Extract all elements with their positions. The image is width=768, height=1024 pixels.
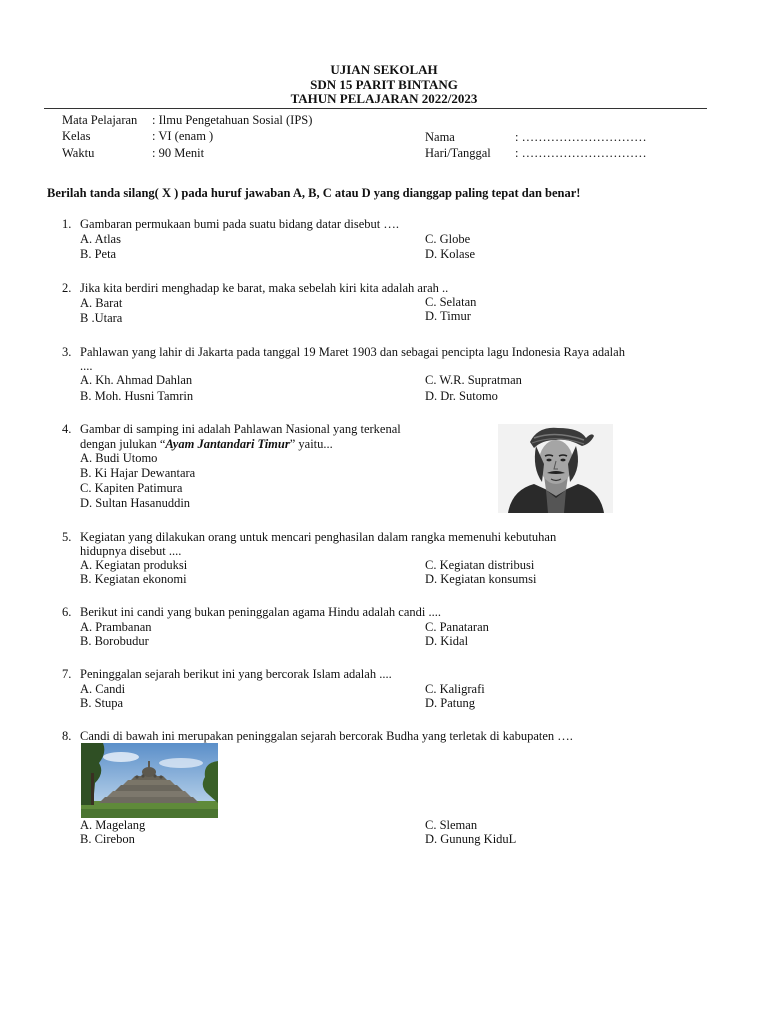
option-d[interactable]: D. Gunung KiduL	[425, 832, 517, 846]
option-a[interactable]: A. Atlas	[80, 232, 121, 246]
header-school: SDN 15 PARIT BINTANG	[310, 76, 458, 92]
hari-field[interactable]: : …………………………	[515, 146, 647, 160]
option-c[interactable]: C. Kegiatan distribusi	[425, 558, 535, 572]
nama-label: Nama	[425, 130, 455, 144]
question-number: 3.	[62, 345, 72, 359]
question-text: Candi di bawah ini merupakan peninggalan sejarah bercorak Budha yang terletak di kabupaten ….	[80, 729, 573, 743]
question-text: Gambar di samping ini adalah Pahlawan Nasional yang terkenal	[80, 422, 401, 436]
option-d[interactable]: D. Timur	[425, 309, 471, 323]
question-number: 7.	[62, 667, 72, 681]
option-b[interactable]: B. Ki Hajar Dewantara	[80, 466, 196, 480]
question-text: Berikut ini candi yang bukan peninggalan agama Hindu adalah candi ....	[80, 605, 441, 619]
question-text-cont: ....	[80, 359, 93, 373]
option-b[interactable]: B. Kegiatan ekonomi	[80, 572, 187, 586]
question-text-cont	[80, 437, 333, 452]
option-b[interactable]: B. Stupa	[80, 696, 124, 710]
option-d[interactable]: D. Kegiatan konsumsi	[425, 572, 537, 586]
question-text-cont: hidupnya disebut ....	[80, 544, 182, 558]
waktu-value: : 90 Menit	[152, 146, 205, 160]
option-b[interactable]: B. Moh. Husni Tamrin	[80, 389, 194, 403]
hari-label: Hari/Tanggal	[425, 146, 491, 160]
question-number: 6.	[62, 605, 72, 619]
option-d[interactable]: D. Dr. Sutomo	[425, 389, 498, 403]
header-title: UJIAN SEKOLAH	[330, 62, 438, 77]
option-b[interactable]: B .Utara	[80, 311, 123, 325]
exam-header	[0, 63, 768, 107]
question-text: Peninggalan sejarah berikut ini yang bercorak Islam adalah ....	[80, 667, 392, 681]
question-number: 5.	[62, 530, 72, 544]
text-pre: dengan julukan “	[80, 437, 166, 451]
instruction-text: Berilah tanda silang( X ) pada huruf jawaban A, B, C atau D yang dianggap paling tepat dan benar!	[47, 186, 581, 200]
question-text: Gambaran permukaan bumi pada suatu bidang datar disebut ….	[80, 217, 400, 231]
option-d[interactable]: D. Kidal	[425, 634, 469, 648]
option-b[interactable]: B. Borobudur	[80, 634, 149, 648]
option-a[interactable]: A. Prambanan	[80, 620, 152, 634]
option-a[interactable]: A. Kh. Ahmad Dahlan	[80, 373, 193, 387]
kelas-label: Kelas	[62, 129, 91, 143]
option-a[interactable]: A. Barat	[80, 296, 123, 310]
option-a[interactable]: A. Budi Utomo	[80, 451, 158, 465]
option-b[interactable]: B. Peta	[80, 247, 117, 261]
mapel-label: Mata Pelajaran	[62, 113, 138, 127]
waktu-label: Waktu	[62, 146, 95, 160]
nama-field[interactable]: : …………………………	[515, 130, 647, 144]
option-c[interactable]: C. Sleman	[425, 818, 478, 832]
option-c[interactable]: C. Kaligrafi	[425, 682, 485, 696]
question-number: 4.	[62, 422, 72, 436]
question-number: 8.	[62, 729, 72, 743]
option-a[interactable]: A. Candi	[80, 682, 126, 696]
nickname-emphasis: Ayam Jantandari Timur	[165, 437, 290, 451]
kelas-value: : VI (enam )	[152, 129, 214, 143]
hero-portrait-image	[498, 424, 613, 513]
option-c[interactable]: C. Panataran	[425, 620, 489, 634]
question-text: Kegiatan yang dilakukan orang untuk mencari penghasilan dalam rangka memenuhi kebutuhan	[80, 530, 557, 544]
text-post: ” yaitu...	[289, 437, 333, 451]
question-text: Jika kita berdiri menghadap ke barat, maka sebelah kiri kita adalah arah ..	[80, 281, 449, 295]
option-c[interactable]: C. W.R. Supratman	[425, 373, 522, 387]
option-b[interactable]: B. Cirebon	[80, 832, 135, 846]
header-divider	[44, 108, 707, 109]
option-a[interactable]: A. Kegiatan produksi	[80, 558, 188, 572]
mapel-value: : Ilmu Pengetahuan Sosial (IPS)	[152, 113, 313, 127]
question-number: 1.	[62, 217, 72, 231]
option-d[interactable]: D. Sultan Hasanuddin	[80, 496, 191, 510]
option-c[interactable]: C. Kapiten Patimura	[80, 481, 183, 495]
option-c[interactable]: C. Selatan	[425, 295, 477, 309]
option-a[interactable]: A. Magelang	[80, 818, 146, 832]
option-d[interactable]: D. Patung	[425, 696, 475, 710]
question-text: Pahlawan yang lahir di Jakarta pada tanggal 19 Maret 1903 dan sebagai pencipta lagu Indonesia Raya adalah	[80, 345, 625, 359]
temple-photo-image	[81, 743, 218, 818]
header-year: TAHUN PELAJARAN 2022/2023	[290, 91, 478, 106]
option-d[interactable]: D. Kolase	[425, 247, 475, 261]
option-c[interactable]: C. Globe	[425, 232, 471, 246]
question-number: 2.	[62, 281, 72, 295]
